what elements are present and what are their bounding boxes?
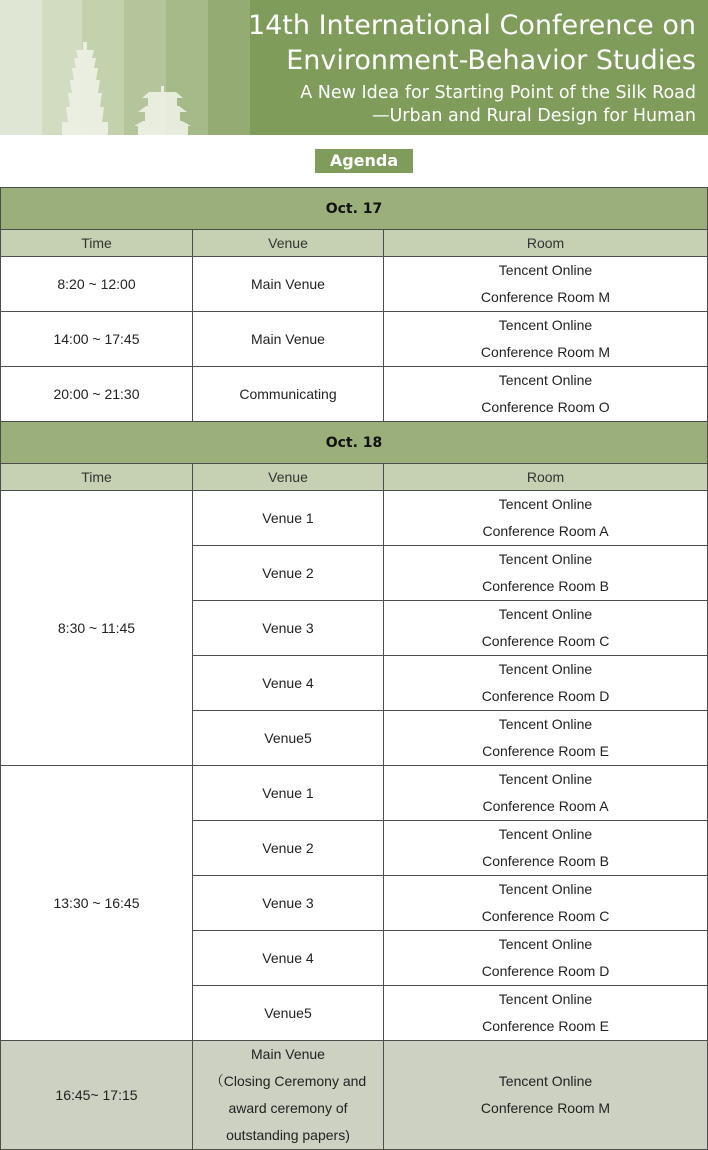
room-line: Conference Room B <box>482 853 609 869</box>
venue-cell: Communicating <box>193 367 384 422</box>
room-line: Tencent Online <box>498 262 593 278</box>
venue-line: Main Venue <box>251 1046 325 1062</box>
room-line: Conference Room E <box>482 1018 609 1034</box>
room-cell <box>384 491 708 546</box>
day-label: Oct. 18 <box>1 422 708 464</box>
column-header-room: Room <box>384 230 708 257</box>
room-cell <box>384 601 708 656</box>
column-header-row <box>1 230 708 257</box>
agenda-table <box>0 187 708 1150</box>
room-line: Tencent Online <box>498 936 593 952</box>
day-header-row <box>1 188 708 230</box>
venue-line: （Closing Ceremony and <box>209 1073 367 1089</box>
room-cell <box>384 312 708 367</box>
room-line: Conference Room E <box>482 743 609 759</box>
room-cell <box>384 876 708 931</box>
venue-cell: Venue5 <box>193 986 384 1041</box>
table-row <box>1 367 708 422</box>
room-line: Conference Room A <box>482 523 609 539</box>
column-header-room: Room <box>384 464 708 491</box>
room-line: Conference Room M <box>480 1100 611 1116</box>
room-cell <box>384 367 708 422</box>
room-cell <box>384 656 708 711</box>
closing-ceremony-row <box>1 1041 708 1150</box>
venue-cell: Main Venue <box>193 312 384 367</box>
room-cell <box>384 711 708 766</box>
table-row <box>1 257 708 312</box>
venue-line: award ceremony of <box>228 1100 348 1116</box>
venue-cell: Venue 3 <box>193 876 384 931</box>
room-line: Conference Room C <box>481 633 610 649</box>
room-line: Tencent Online <box>498 716 593 732</box>
time-cell: 14:00 ~ 17:45 <box>1 312 193 367</box>
room-line: Conference Room D <box>481 688 610 704</box>
room-line: Conference Room C <box>481 908 610 924</box>
room-line: Tencent Online <box>498 317 593 333</box>
table-row <box>1 312 708 367</box>
venue-cell: Venue5 <box>193 711 384 766</box>
venue-cell: Venue 4 <box>193 931 384 986</box>
room-line: Tencent Online <box>498 372 593 388</box>
room-cell <box>384 821 708 876</box>
title-line-2: Environment-Behavior Studies <box>286 45 696 76</box>
room-line: Conference Room M <box>480 344 611 360</box>
venue-line: outstanding papers) <box>226 1127 350 1143</box>
column-header-venue: Venue <box>193 230 384 257</box>
room-line: Conference Room M <box>480 289 611 305</box>
venue-cell: Venue 2 <box>193 821 384 876</box>
time-cell: 8:30 ~ 11:45 <box>1 491 193 766</box>
venue-cell <box>193 1041 384 1150</box>
time-cell: 16:45~ 17:15 <box>1 1041 193 1150</box>
room-line: Tencent Online <box>498 551 593 567</box>
room-line: Tencent Online <box>498 606 593 622</box>
room-line: Conference Room A <box>482 798 609 814</box>
room-line: Tencent Online <box>498 771 593 787</box>
room-line: Conference Room D <box>481 963 610 979</box>
room-cell <box>384 1041 708 1150</box>
conference-subtitle <box>226 82 696 128</box>
venue-cell: Venue 4 <box>193 656 384 711</box>
time-cell: 13:30 ~ 16:45 <box>1 766 193 1041</box>
day-header-row <box>1 422 708 464</box>
room-cell <box>384 986 708 1041</box>
room-line: Tencent Online <box>498 826 593 842</box>
venue-cell: Venue 1 <box>193 491 384 546</box>
time-cell: 20:00 ~ 21:30 <box>1 367 193 422</box>
room-line: Tencent Online <box>498 881 593 897</box>
column-header-time: Time <box>1 230 193 257</box>
room-line: Tencent Online <box>498 991 593 1007</box>
subtitle-line-1: A New Idea for Starting Point of the Silk Road <box>300 83 696 103</box>
room-line: Conference Room O <box>481 399 610 415</box>
room-line: Tencent Online <box>498 661 593 677</box>
room-line: Tencent Online <box>498 1073 593 1089</box>
room-cell <box>384 931 708 986</box>
column-header-venue: Venue <box>193 464 384 491</box>
room-line: Conference Room B <box>482 578 609 594</box>
subtitle-line-2: —Urban and Rural Design for Human <box>371 106 696 126</box>
venue-cell: Venue 3 <box>193 601 384 656</box>
table-row <box>1 766 708 821</box>
venue-cell: Main Venue <box>193 257 384 312</box>
room-line: Tencent Online <box>498 496 593 512</box>
room-cell <box>384 257 708 312</box>
day-label: Oct. 17 <box>1 188 708 230</box>
time-cell: 8:20 ~ 12:00 <box>1 257 193 312</box>
table-row <box>1 491 708 546</box>
agenda-heading: Agenda <box>315 149 413 173</box>
title-line-1: 14th International Conference on <box>247 10 696 41</box>
room-cell <box>384 546 708 601</box>
venue-cell: Venue 1 <box>193 766 384 821</box>
column-header-row <box>1 464 708 491</box>
column-header-time: Time <box>1 464 193 491</box>
conference-title <box>226 8 696 78</box>
venue-cell: Venue 2 <box>193 546 384 601</box>
header-banner <box>0 0 708 135</box>
pagoda-skyline-icon <box>0 0 250 135</box>
room-cell <box>384 766 708 821</box>
